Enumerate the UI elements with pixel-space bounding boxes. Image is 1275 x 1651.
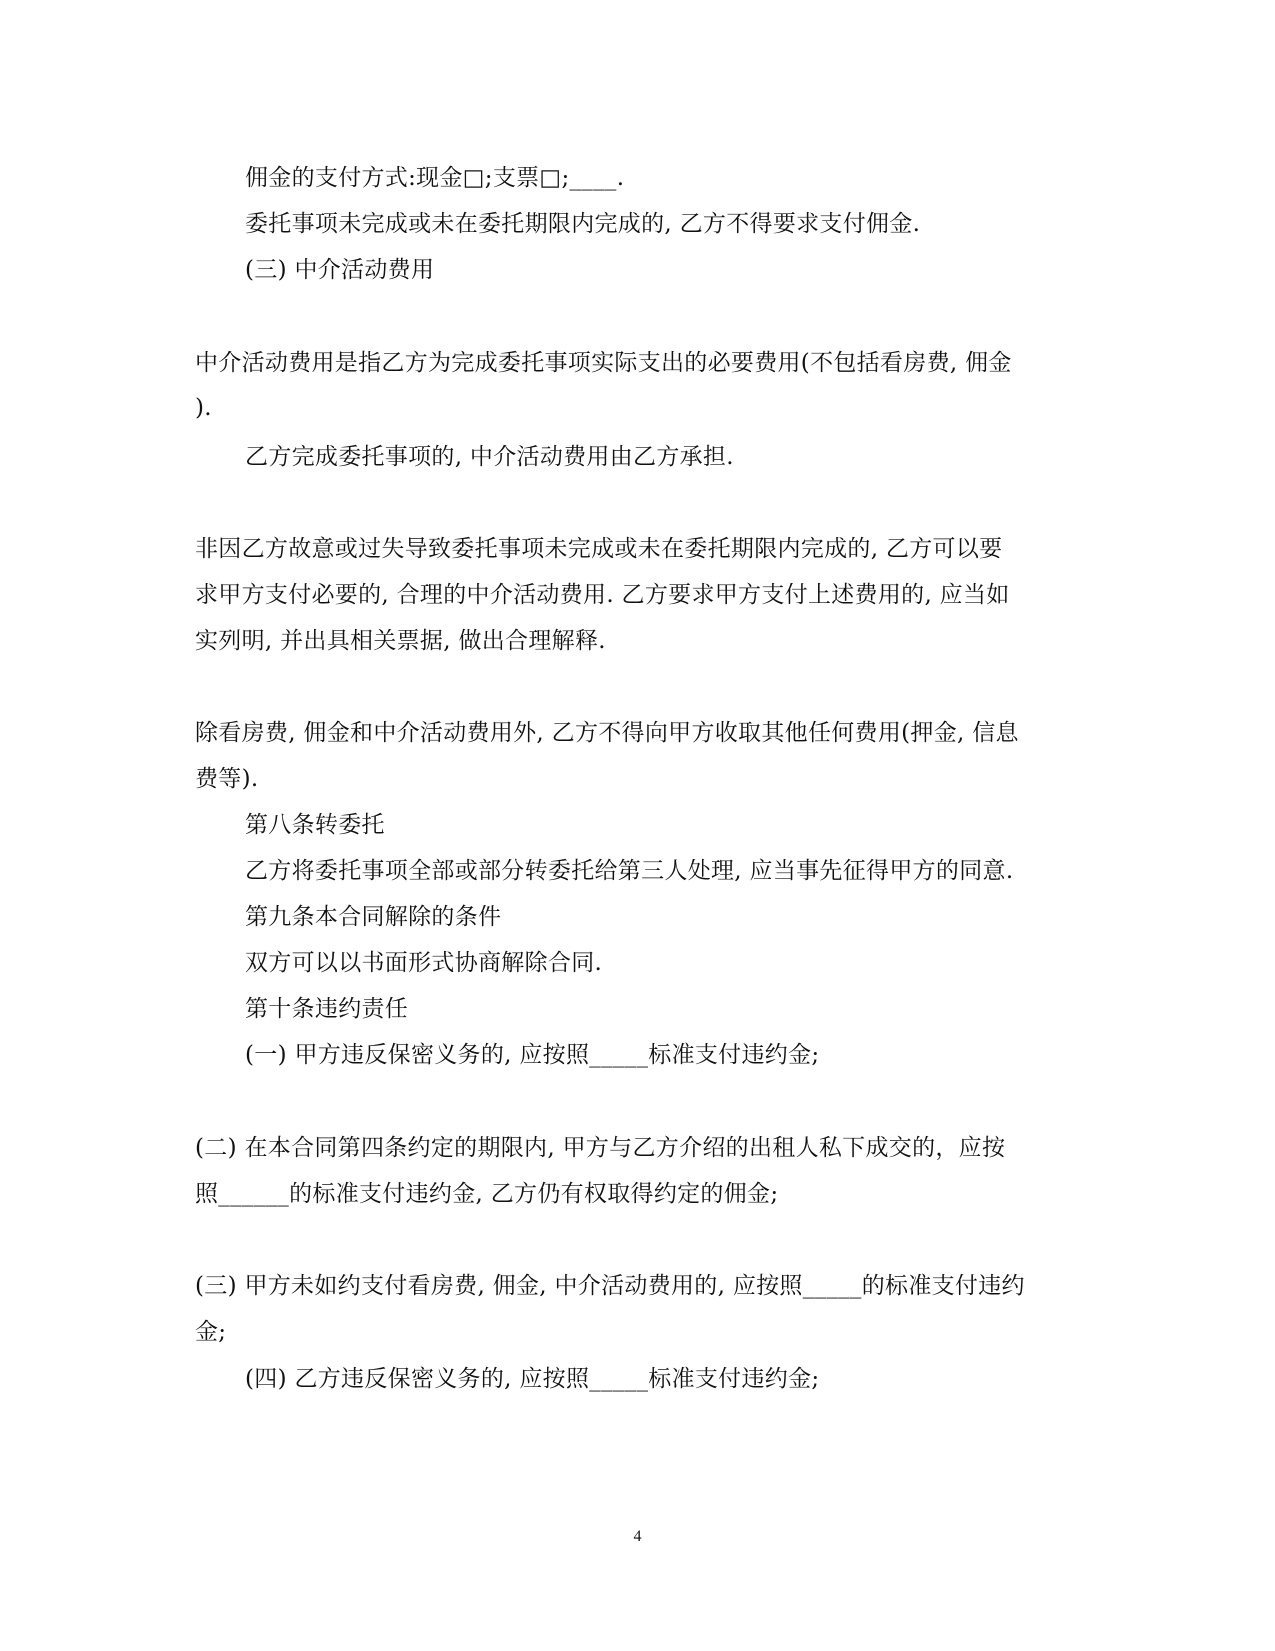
text-line-breach-item-3-end: 金; — [195, 1319, 227, 1345]
text-line-breach-item-2-end: 照______的标准支付违约金, 乙方仍有权取得约定的佣金; — [195, 1181, 779, 1207]
article-heading-article-8: 第八条转委托 — [245, 812, 385, 838]
text-line-fee-request-3: 实列明, 并出具相关票据, 做出合理解释. — [195, 628, 606, 654]
text-line-commission-condition: 委托事项未完成或未在委托期限内完成的, 乙方不得要求支付佣金. — [245, 211, 921, 237]
text-line-breach-item-1: (一) 甲方违反保密义务的, 应按照_____标准支付违约金; — [245, 1042, 820, 1068]
text-line-termination: 双方可以以书面形式协商解除合同. — [245, 950, 603, 976]
article-heading-article-9: 第九条本合同解除的条件 — [245, 904, 502, 930]
text-line-breach-item-2: (二) 在本合同第四条约定的期限内, 甲方与乙方介绍的出租人私下成交的，应按 — [195, 1135, 1006, 1161]
text-line-subdelegation: 乙方将委托事项全部或部分转委托给第三人处理, 应当事先征得甲方的同意. — [245, 858, 1014, 884]
text-line-fee-definition-end: ). — [195, 395, 212, 421]
text-line-no-other-fees: 除看房费, 佣金和中介活动费用外, 乙方不得向甲方收取其他任何费用(押金, 信息 — [195, 720, 1019, 746]
text-line-fee-bearing: 乙方完成委托事项的, 中介活动费用由乙方承担. — [245, 444, 734, 470]
text-line-payment-method: 佣金的支付方式:现金□;支票□;____. — [245, 165, 625, 191]
text-line-breach-item-3: (三) 甲方未如约支付看房费, 佣金, 中介活动费用的, 应按照_____的标准支付违约 — [195, 1273, 1025, 1299]
page-number: 4 — [633, 1528, 642, 1545]
text-line-fee-request-2: 求甲方支付必要的, 合理的中介活动费用. 乙方要求甲方支付上述费用的, 应当如 — [195, 582, 1010, 608]
section-heading-intermediary-fees: (三) 中介活动费用 — [245, 257, 435, 283]
text-line-breach-item-4: (四) 乙方违反保密义务的, 应按照_____标准支付违约金; — [245, 1366, 820, 1392]
article-heading-article-10: 第十条违约责任 — [245, 996, 409, 1022]
text-line-no-other-fees-end: 费等). — [195, 766, 259, 792]
text-line-fee-definition: 中介活动费用是指乙方为完成委托事项实际支出的必要费用(不包括看房费, 佣金 — [195, 350, 1012, 376]
text-line-fee-request-1: 非因乙方故意或过失导致委托事项未完成或未在委托期限内完成的, 乙方可以要 — [195, 536, 1003, 562]
